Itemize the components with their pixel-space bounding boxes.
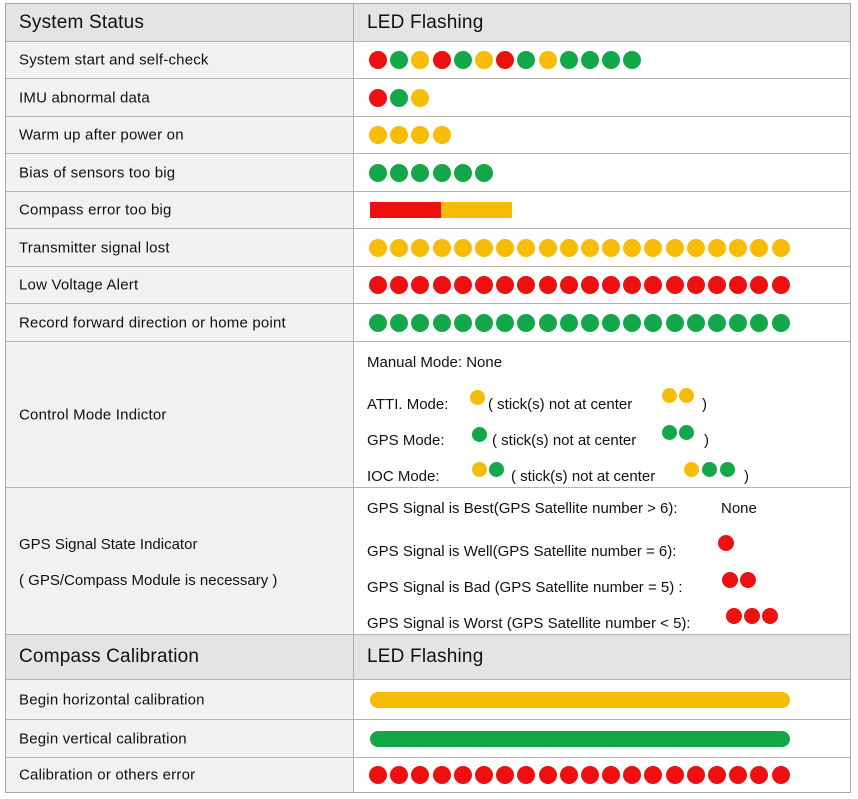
red-led-dot [390,766,408,784]
row-label: Transmitter signal lost [19,239,170,256]
led-sequence [369,51,641,69]
green-led-dot [489,462,504,477]
solid-yellow-bar [370,692,790,708]
solid-green-bar [370,731,790,747]
green-led-dot [517,314,535,332]
yellow-led-dot [772,239,790,257]
green-led-dot [679,425,694,440]
led-flashing-header: LED Flashing [367,646,484,667]
green-led-dot [729,314,747,332]
red-led-dot [433,766,451,784]
red-led-dot [687,276,705,294]
yellow-led-dot [517,239,535,257]
green-led-dot [602,314,620,332]
row-label: Begin horizontal calibration [19,691,205,708]
red-led-dot [517,276,535,294]
green-led-dot [772,314,790,332]
yellow-led-dot [623,239,641,257]
red-led-dot [772,276,790,294]
yellow-led-dot [411,89,429,107]
green-led-dot [581,51,599,69]
red-led-dot [369,51,387,69]
green-led-dot [475,314,493,332]
red-led-dot [718,535,734,551]
red-led-dot [581,766,599,784]
table-row [6,192,850,229]
row-label: System start and self-check [19,51,209,69]
green-led-dot [390,89,408,107]
red-led-dot [644,276,662,294]
compass-error-bar [370,202,512,218]
table-row [6,720,850,758]
table-row [6,79,850,117]
red-led-dot [475,766,493,784]
red-led-dot [411,766,429,784]
yellow-led-dot [475,51,493,69]
green-led-dot [702,462,717,477]
yellow-led-dot [687,239,705,257]
green-led-dot [623,314,641,332]
red-led-dot [496,766,514,784]
yellow-led-dot [369,239,387,257]
table-row [6,42,850,79]
green-led-dot [472,427,487,442]
system-status-header-row [6,4,850,42]
yellow-led-dot [390,126,408,144]
yellow-led-dot [496,239,514,257]
stick-note: ( stick(s) not at center [488,396,633,413]
led-sequence [369,89,429,107]
table-row [6,680,850,720]
green-led-dot [662,425,677,440]
red-led-dot [560,276,578,294]
green-led-dot [581,314,599,332]
yellow-led-dot [411,126,429,144]
yellow-led-dot [433,239,451,257]
red-led-dot [750,276,768,294]
gps-signal-row [6,488,850,635]
yellow-led-dot [708,239,726,257]
table-row [6,154,850,192]
red-led-dot [369,766,387,784]
green-led-dot [475,164,493,182]
red-led-dot [722,572,738,588]
green-led-dot [369,164,387,182]
yellow-led-dot [390,239,408,257]
atti-mode-text: ATTI. Mode: [367,396,449,413]
yellow-led-dot [662,388,677,403]
yellow-led-dot [411,239,429,257]
red-led-dot [496,51,514,69]
yellow-led-dot [539,51,557,69]
gps-worst-text: GPS Signal is Worst (GPS Satellite number < 5): [367,615,691,632]
compass-calibration-header: Compass Calibration [19,646,200,667]
red-led-dot [454,276,472,294]
green-led-dot [496,314,514,332]
red-led-dot [726,608,742,624]
row-label: Control Mode Indictor [19,406,167,423]
green-led-dot [369,314,387,332]
yellow-led-dot [411,51,429,69]
gps-best-value: None [721,500,757,517]
row-label: Compass error too big [19,201,172,219]
red-led-dot [708,276,726,294]
led-sequence [369,164,493,182]
green-led-dot [454,164,472,182]
yellow-led-dot [560,239,578,257]
yellow-led-dot [644,239,662,257]
green-led-dot [433,314,451,332]
led-flashing-header: LED Flashing [367,11,484,33]
yellow-led-dot [729,239,747,257]
green-led-dot [390,164,408,182]
yellow-led-dot [470,390,485,405]
green-led-dot [560,314,578,332]
yellow-led-dot [602,239,620,257]
row-label: Low Voltage Alert [19,276,139,294]
table-row [6,267,850,304]
red-led-dot [369,276,387,294]
table-row [6,758,850,792]
red-led-dot [581,276,599,294]
led-sequence [369,126,451,144]
close-paren: ) [702,396,707,413]
red-led-dot [729,766,747,784]
red-led-dot [729,276,747,294]
red-led-dot [772,766,790,784]
green-led-dot [539,314,557,332]
red-led-dot [517,766,535,784]
yellow-led-dot [581,239,599,257]
green-led-dot [602,51,620,69]
green-led-dot [390,51,408,69]
ioc-mode-text: IOC Mode: [367,468,440,485]
red-led-dot [454,766,472,784]
red-led-dot [644,766,662,784]
row-label: Bias of sensors too big [19,164,176,181]
row-label: Calibration or others error [19,766,196,784]
red-led-dot [433,51,451,69]
green-led-dot [687,314,705,332]
red-led-dot [560,766,578,784]
green-led-dot [560,51,578,69]
close-paren: ) [704,432,709,449]
led-status-table [5,3,851,793]
control-mode-row [6,342,850,488]
green-led-dot [517,51,535,69]
green-led-dot [411,314,429,332]
solid-yellow-segment [441,202,512,218]
row-label: Warm up after power on [19,126,184,144]
gps-bad-text: GPS Signal is Bad (GPS Satellite number = 5) : [367,579,683,596]
yellow-led-dot [472,462,487,477]
led-sequence [369,239,790,257]
green-led-dot [666,314,684,332]
red-led-dot [539,766,557,784]
system-status-header: System Status [19,11,145,33]
row-label: Begin vertical calibration [19,730,187,747]
red-led-dot [740,572,756,588]
green-led-dot [720,462,735,477]
led-sequence [369,276,790,294]
table-row [6,117,850,154]
stick-note: ( stick(s) not at center [511,468,656,485]
solid-red-segment [370,202,441,218]
red-led-dot [750,766,768,784]
red-led-dot [708,766,726,784]
red-led-dot [666,766,684,784]
green-led-dot [644,314,662,332]
row-label: IMU abnormal data [19,89,150,106]
red-led-dot [623,766,641,784]
green-led-dot [623,51,641,69]
stick-note: ( stick(s) not at center [492,432,637,449]
green-led-dot [454,314,472,332]
red-led-dot [539,276,557,294]
green-led-dot [390,314,408,332]
red-led-dot [602,766,620,784]
table-row [6,304,850,342]
row-label: GPS Signal State Indicator [19,536,198,553]
green-led-dot [708,314,726,332]
red-led-dot [666,276,684,294]
gps-mode-text: GPS Mode: [367,432,445,449]
red-led-dot [433,276,451,294]
red-led-dot [762,608,778,624]
manual-mode-text: Manual Mode: None [367,354,503,371]
yellow-led-dot [666,239,684,257]
gps-module-note: ( GPS/Compass Module is necessary ) [19,572,278,589]
yellow-led-dot [539,239,557,257]
red-led-dot [369,89,387,107]
green-led-dot [411,164,429,182]
red-led-dot [475,276,493,294]
yellow-led-dot [475,239,493,257]
green-led-dot [454,51,472,69]
led-sequence [369,766,790,784]
compass-calibration-header-row [6,635,850,680]
gps-well-text: GPS Signal is Well(GPS Satellite number = 6): [367,543,677,560]
red-led-dot [496,276,514,294]
red-led-dot [687,766,705,784]
green-led-dot [433,164,451,182]
yellow-led-dot [750,239,768,257]
yellow-led-dot [679,388,694,403]
row-label: Record forward direction or home point [19,314,286,331]
red-led-dot [744,608,760,624]
green-led-dot [750,314,768,332]
yellow-led-dot [369,126,387,144]
gps-best-text: GPS Signal is Best(GPS Satellite number > 6): [367,500,678,517]
red-led-dot [623,276,641,294]
led-sequence [369,314,790,332]
table-row [6,229,850,267]
close-paren: ) [744,468,749,485]
red-led-dot [390,276,408,294]
yellow-led-dot [454,239,472,257]
red-led-dot [411,276,429,294]
yellow-led-dot [684,462,699,477]
red-led-dot [602,276,620,294]
yellow-led-dot [433,126,451,144]
